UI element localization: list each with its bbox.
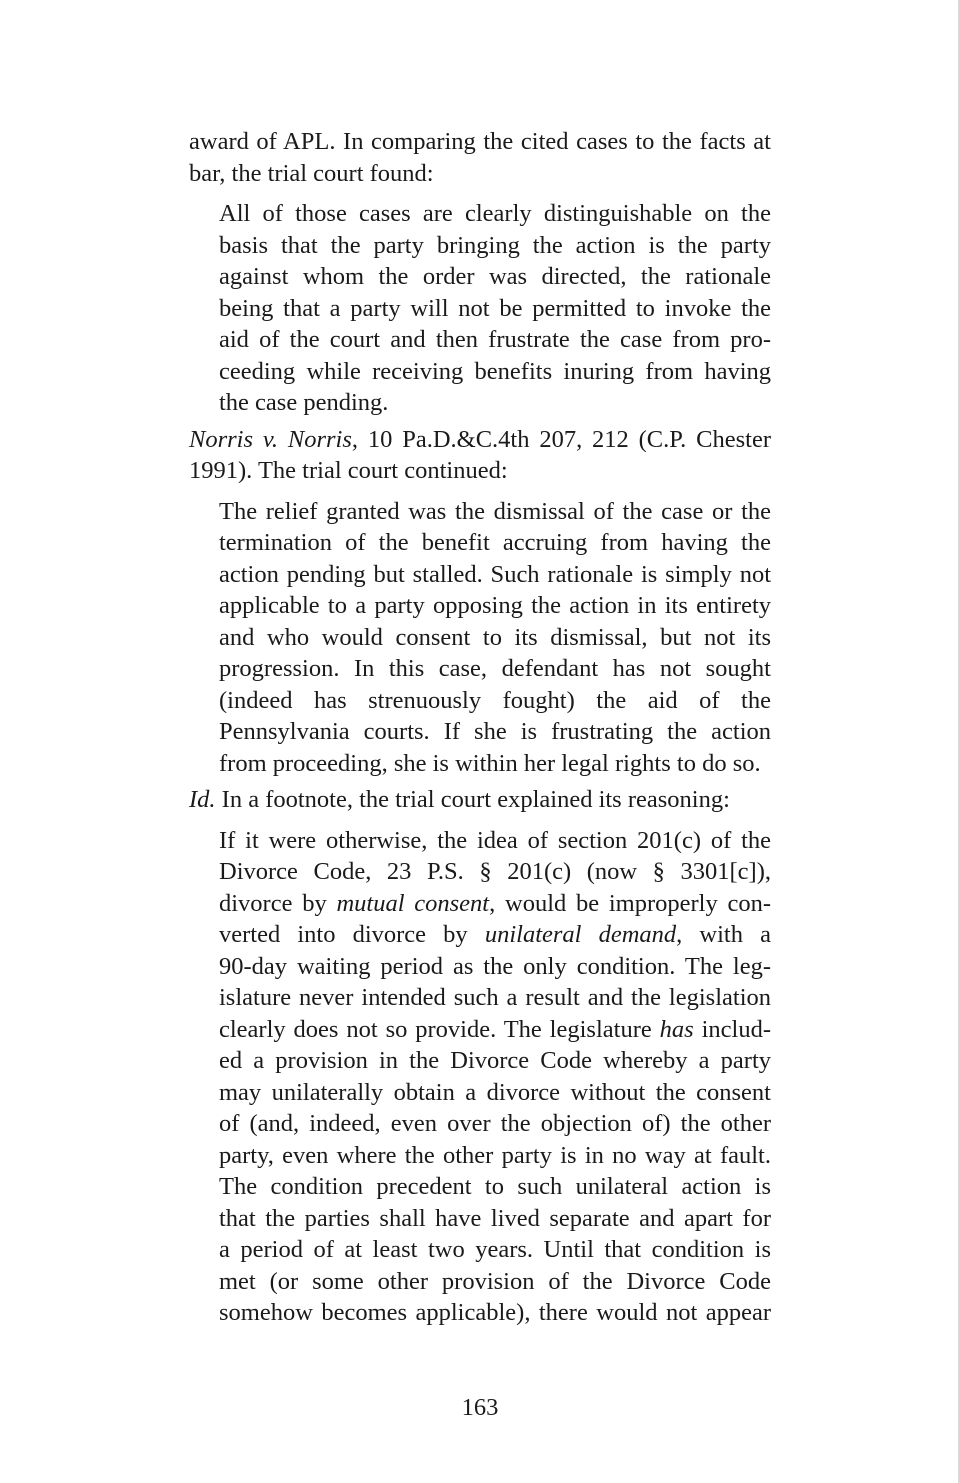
text-segment: divorce by [219, 889, 337, 917]
citation-text: , 10 Pa.D.&C.4th 207, 212 (C.P. Chester [351, 425, 771, 453]
id-text: In a footnote, the trial court explained its reasoning: [215, 786, 730, 813]
text-line: of (and, indeed, even over the objection of) the other [219, 1110, 771, 1137]
text-line: All of those cases are clearly distinguishable on the [219, 200, 771, 227]
text-line: Pennsylvania courts. If she is frustrating the action [219, 718, 771, 745]
text-line: met (or some other provision of the Divorce Code [219, 1267, 771, 1295]
citation-paragraph [189, 424, 771, 487]
text-line: may unilaterally obtain a divorce without the consent [219, 1078, 771, 1106]
block-quote-3 [189, 825, 771, 1329]
text-line: bar, the trial court found: [189, 159, 434, 187]
text-line: If it were otherwise, the idea of section 201(c) of the [219, 826, 771, 854]
text-line [189, 424, 771, 456]
text-line: being that a party will not be permitted to invoke the [219, 294, 771, 322]
text-line: 1991). The trial court continued: [189, 457, 508, 484]
text-line: applicable to a party opposing the action in its entirety [219, 592, 771, 619]
text-line: ceeding while receiving benefits inuring from having [219, 357, 771, 385]
lead-paragraph [189, 126, 771, 189]
text-line: action pending but stalled. Such rationale is simply not [219, 560, 771, 588]
text-line: islature never intended such a result and the legislation [219, 984, 771, 1011]
text-line: somehow becomes applicable), there would not appear [219, 1299, 771, 1326]
id-citation: Id. [189, 786, 216, 813]
text-line: progression. In this case, defendant has not sought [219, 655, 771, 682]
text-line: Divorce Code, 23 P.S. § 201(c) (now § 3301[c]), [219, 858, 771, 885]
text-line: and who would consent to its dismissal, but not its [219, 623, 771, 651]
text-line: 90-day waiting period as the only condition. The leg- [219, 952, 771, 980]
text-segment: includ- [693, 1015, 771, 1043]
emphasis-text: mutual consent [336, 889, 490, 917]
text-line [189, 784, 771, 816]
text-line: against whom the order was directed, the rationale [219, 263, 771, 290]
text-line: from proceeding, she is within her legal rights to do so. [219, 749, 761, 777]
block-quote-1 [189, 198, 771, 419]
text-line: basis that the party bringing the action is the party [219, 231, 771, 259]
emphasis-text: has [659, 1015, 694, 1043]
text-line: The condition precedent to such unilateral action is [219, 1173, 771, 1200]
body-text [189, 126, 771, 1334]
case-name: Norris v. Norris [189, 425, 352, 453]
text-line: party, even where the other party is in no way at fault. [219, 1141, 771, 1169]
text-line [219, 919, 771, 951]
text-segment: , would be improperly con- [489, 889, 772, 917]
text-line: (indeed has strenuously fought) the aid of the [219, 686, 771, 714]
text-line: The relief granted was the dismissal of the case or the [219, 497, 771, 525]
text-line: aid of the court and then frustrate the case from pro- [219, 326, 771, 353]
text-segment: clearly does not so provide. The legislature [219, 1015, 660, 1043]
text-line: the case pending. [219, 389, 389, 416]
text-line: a period of at least two years. Until that condition is [219, 1236, 771, 1263]
text-line: termination of the benefit accruing from having the [219, 529, 771, 556]
text-line [219, 1014, 771, 1046]
text-line: ed a provision in the Divorce Code whereby a party [219, 1047, 771, 1074]
text-segment: verted into divorce by [219, 921, 485, 948]
block-quote-2 [189, 496, 771, 780]
emphasis-text: unilateral demand [484, 921, 677, 948]
text-line [219, 888, 771, 920]
text-segment: , with a [676, 921, 771, 948]
page-number: 163 [461, 1394, 499, 1421]
text-line: that the parties shall have lived separate and apart for [219, 1204, 771, 1232]
id-paragraph [189, 784, 771, 816]
text-line: award of APL. In comparing the cited cases to the facts at [189, 128, 771, 155]
